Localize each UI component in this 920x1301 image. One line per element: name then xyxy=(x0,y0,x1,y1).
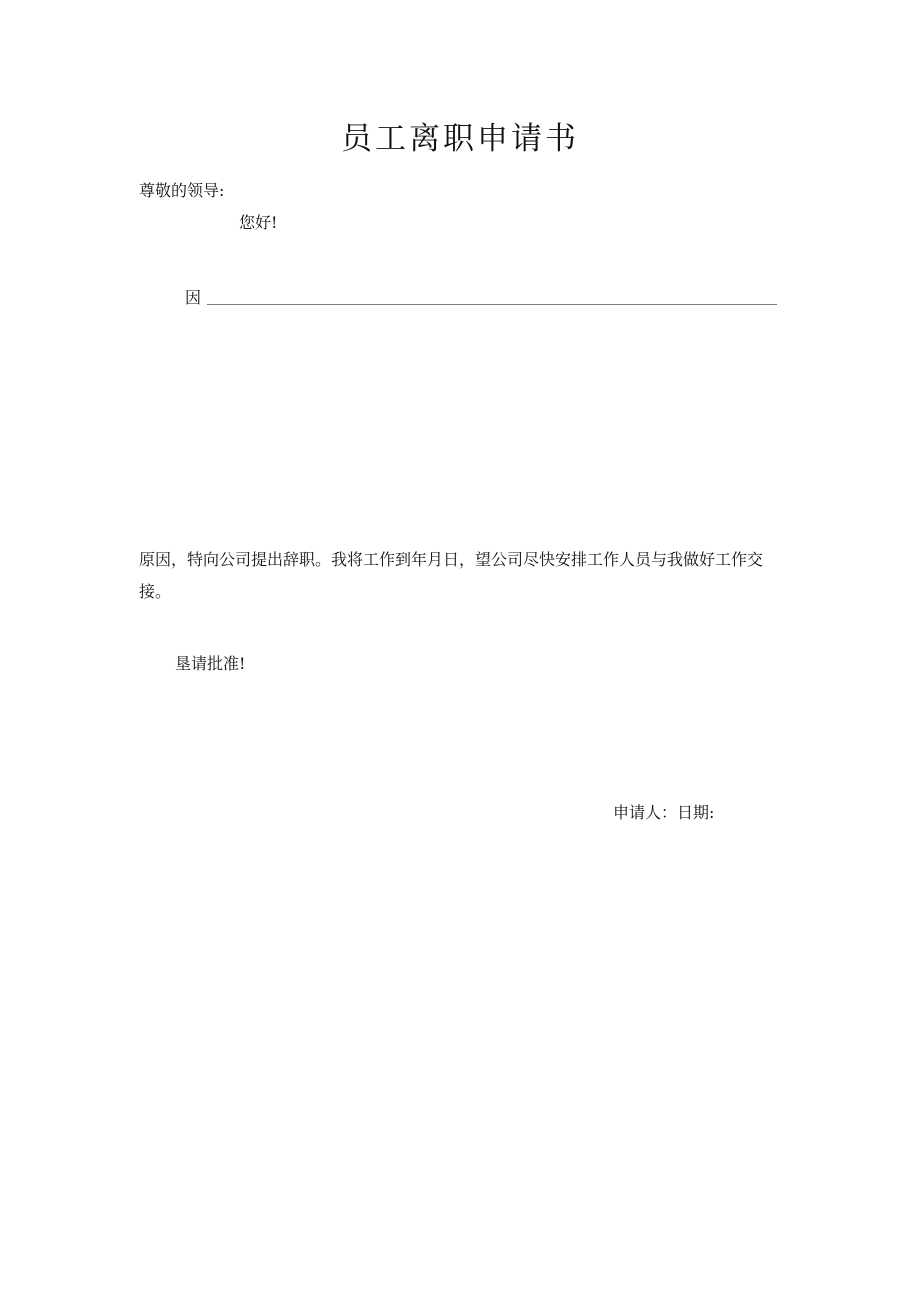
salutation: 尊敬的领导: xyxy=(139,181,225,200)
closing-line: 垦请批准! xyxy=(175,654,246,673)
document-title: 员工离职申请书 xyxy=(341,121,579,157)
greeting: 您好! xyxy=(239,213,278,232)
body-paragraph: 原因，特向公司提出辞职。我将工作到年月日，望公司尽快安排工作人员与我做好工作交接。 xyxy=(139,550,764,601)
reason-prefix: 因 xyxy=(185,288,202,307)
signature-date-line: 申请人：日期: xyxy=(613,803,715,822)
reason-blank-line xyxy=(207,304,777,305)
